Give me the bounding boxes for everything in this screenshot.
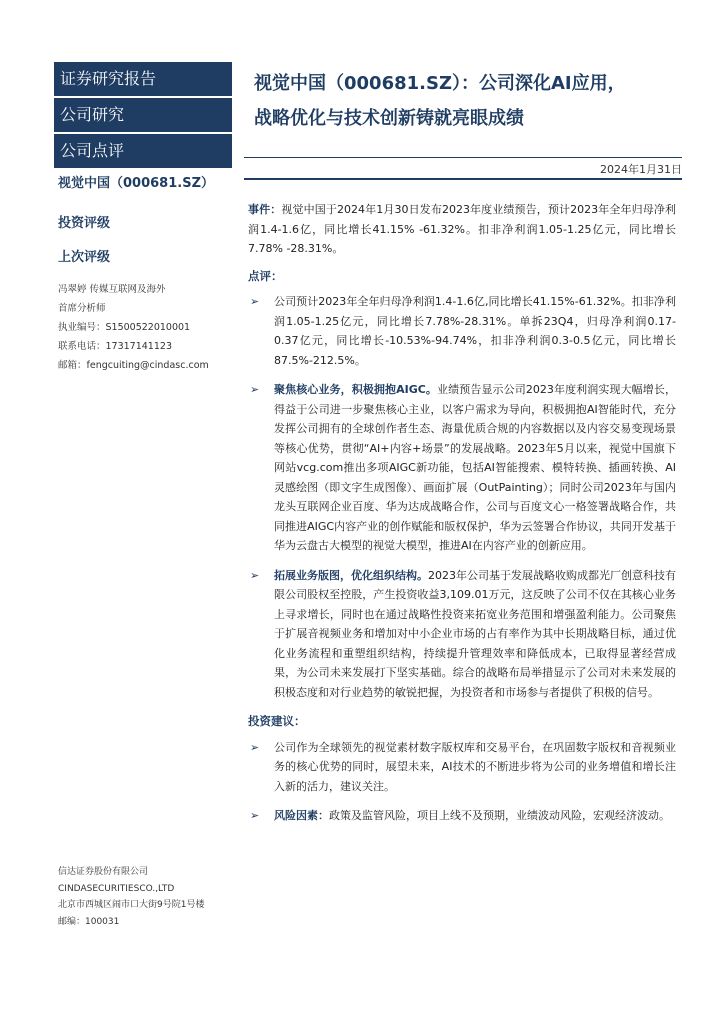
comment-bullet-2-heading: 聚焦核心业务，积极拥抱AIGC。 [274, 383, 438, 396]
risk-label: 风险因素： [274, 809, 329, 822]
event-text: 视觉中国于2024年1月30日发布2023年度业绩预告，预计2023年全年归母净利润1.4-1.6亿，同比增长41.15% -61.32%。扣非净利润1.05-1.25亿元，同比增长7.78% -28.31%。 [248, 203, 677, 255]
comment-bullet-3 [248, 566, 676, 703]
arrow-bullet-icon: ➢ [250, 568, 260, 582]
company-name-cn: 信达证券股份有限公司 [58, 867, 149, 877]
report-title [254, 66, 684, 136]
company-name-en: CINDASECURITIESCO.,LTD [58, 883, 175, 894]
analyst-title-line: 首席分析师 [58, 303, 106, 314]
advice-bullet-1 [248, 738, 676, 797]
arrow-bullet-icon: ➢ [250, 295, 260, 308]
sidebar-header-company-comment: 公司点评 [54, 134, 232, 168]
comment-bullet-2 [248, 380, 676, 556]
analyst-info [58, 280, 209, 375]
sidebar-header-company-research: 公司研究 [54, 98, 232, 132]
arrow-bullet-icon: ➢ [250, 740, 260, 754]
risk-text: 政策及监管风险，项目上线不及预期，业绩波动风险，宏观经济波动。 [329, 809, 670, 822]
advice-bullet-1-text: 公司作为全球领先的视觉素材数字版权库和交易平台，在巩固数字版权和音视频业务的核心优势的同时，展望未来，AI技术的不断进步将为公司的业务增值和增长注入新的活力，建议关注。 [274, 740, 676, 793]
risk-bullet [248, 806, 676, 826]
title-line-2: 战略优化与技术创新铸就亮眼成绩 [254, 108, 524, 129]
comment-bullet-3-heading: 拓展业务版图，优化组织结构。 [274, 568, 428, 582]
main-content [248, 200, 676, 836]
comment-bullet-1 [248, 292, 676, 370]
sidebar-stock-name: 视觉中国（000681.SZ） [58, 176, 215, 191]
sidebar [54, 62, 232, 170]
comment-bullet-2-text: 业绩预告显示公司2023年度利润实现大幅增长，得益于公司进一步聚焦核心主业，以客户需求为导向，积极拥抱AI智能时代，充分发挥公司拥有的全球创作者生态、海量优质合规的内容数据以及内容交易变现场景等核心优势，贯彻“AI+内容+场景”的发展战略。2023年5月以来，视觉中国旗下网站vcg.com推出多项AIGC新功能，包括AI智能搜索、模特转换、插画转换、AI灵感绘图（即文字生成图像）、画面扩展（OutPainting）；同时公司2023年与国内龙头互联网企业百度、华为达成战略合作，公司与百度文心一格签署战略合作，共同推进AIGC内容产业的创作赋能和版权保护，华为云签署合作协议，共同开发基于华为云盘古大模型的视觉大模型，推进AI在内容产业的创新应用。 [274, 383, 676, 552]
company-footer [58, 864, 204, 930]
company-postcode: 邮编：100031 [58, 916, 120, 927]
sidebar-header-report-type: 证券研究报告 [54, 62, 232, 96]
analyst-license: 执业编号：S1500522010001 [58, 322, 191, 333]
event-paragraph [248, 200, 676, 259]
date-divider [244, 178, 682, 180]
title-divider [244, 157, 682, 158]
title-line-1: 视觉中国（000681.SZ）：公司深化AI应用， [254, 73, 626, 94]
sidebar-prev-rating-label: 上次评级 [58, 250, 111, 265]
analyst-name-line: 冯翠婷 传媒互联网及海外 [58, 284, 166, 295]
sidebar-rating-label: 投资评级 [58, 216, 111, 231]
arrow-bullet-icon: ➢ [250, 383, 260, 396]
analyst-email: 邮箱：fengcuiting@cindasc.com [58, 360, 209, 371]
comment-bullet-3-text: 2023年公司基于发展战略收购成都光厂创意科技有限公司股权至控股，产生投资收益3,109.01万元，这反映了公司不仅在其核心业务上寻求增长，同时也在通过战略性投资来拓宽业务范围和增强盈利能力。公司聚焦于扩展音视频业务和增加对中小企业市场的占有率作为其中长期战略目标，通过优化业务流程和重塑组织结构，持续提升管理效率和降低成本，已取得显著经营成果，为公司未来发展打下坚实基础。综合的战略布局举措显示了公司对未来发展的积极态度和对行业趋势的敏锐把握，为投资者和市场参与者提供了积极的信号。 [274, 568, 676, 699]
report-date: 2024年1月31日 [600, 163, 682, 176]
arrow-bullet-icon: ➢ [250, 809, 260, 822]
comment-heading: 点评： [248, 268, 283, 283]
comment-bullet-1-text: 公司预计2023年全年归母净利润1.4-1.6亿,同比增长41.15%-61.32%。扣非净利润1.05-1.25亿元，同比增长7.78%-28.31%。单拆23Q4，归母净利润0.17-0.37亿元，同比增长-10.53%-94.74%，扣非净利润0.3-0.5亿元，同比增长87.5%-212.5%。 [274, 295, 676, 367]
advice-heading: 投资建议： [248, 714, 306, 728]
event-label: 事件： [248, 203, 282, 216]
company-address: 北京市西城区闹市口大街9号院1号楼 [58, 900, 205, 910]
analyst-phone: 联系电话：17317141123 [58, 341, 172, 352]
